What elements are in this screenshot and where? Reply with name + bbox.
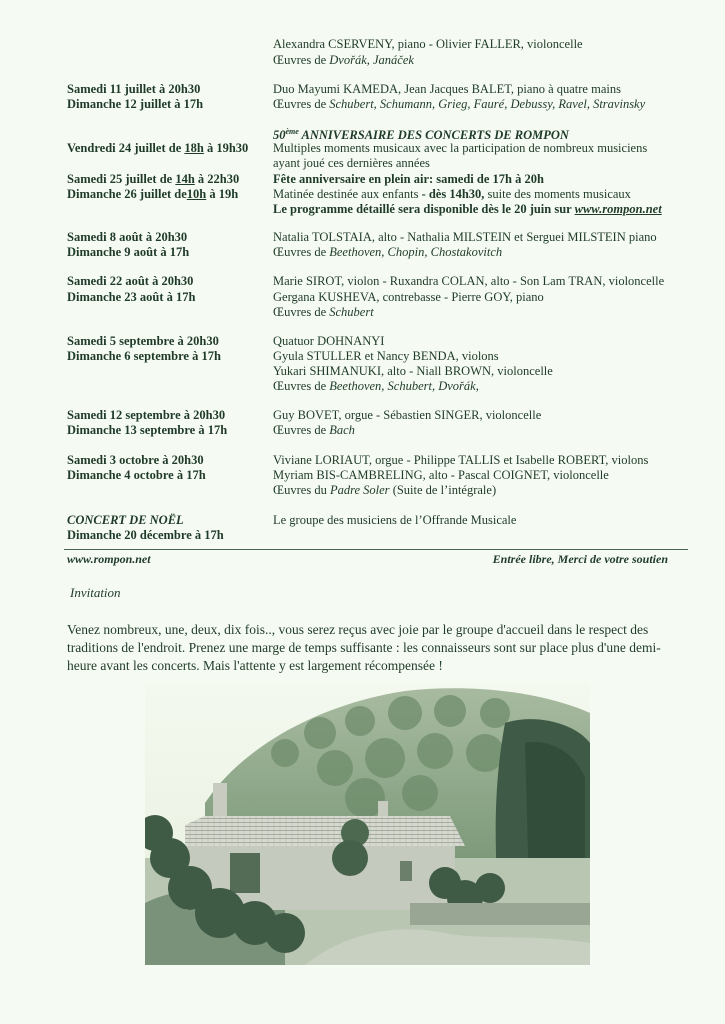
date-3-octobre: Samedi 3 octobre à 20h30	[67, 453, 204, 467]
date-24-juillet: Vendredi 24 juillet de 18h à 19h30	[67, 141, 249, 155]
date-4-octobre: Dimanche 4 octobre à 17h	[67, 468, 206, 482]
anniversary-line-5: Le programme détaillé sera disponible dès le 20 juin sur www.rompon.net	[273, 202, 662, 216]
works-tolstaia: Œuvres de Beethoven, Chopin, Chostakovitch	[273, 245, 503, 259]
performers-dohnanyi-1: Quatuor DOHNANYI	[273, 334, 385, 348]
performers-cserveny: Alexandra CSERVENY, piano - Olivier FALLER, violoncelle	[273, 37, 583, 51]
date-12-juillet: Dimanche 12 juillet à 17h	[67, 97, 204, 111]
performers-offrande: Le groupe des musiciens de l’Offrande Musicale	[273, 513, 517, 527]
date-22-aout: Samedi 22 août à 20h30	[67, 274, 194, 288]
anniversary-title: 50ème ANNIVERSAIRE DES CONCERTS DE ROMPON	[273, 127, 569, 143]
date-23-aout: Dimanche 23 août à 17h	[67, 290, 196, 304]
performers-loriaut-2: Myriam BIS-CAMBRELING, alto - Pascal COIGNET, violoncelle	[273, 468, 609, 482]
works-kameda: Œuvres de Schubert, Schumann, Grieg, Fauré, Debussy, Ravel, Stravinsky	[273, 97, 646, 111]
works-cserveny: Œuvres de Dvořák, Janáček	[273, 53, 414, 67]
thanks-text: Entrée libre, Merci de votre soutien	[492, 552, 668, 566]
anniversary-line-4: Matinée destinée aux enfants - dès 14h30, suite des moments musicaux	[273, 187, 631, 201]
date-20-decembre: Dimanche 20 décembre à 17h	[67, 528, 224, 542]
chapel-photo	[145, 683, 590, 965]
anniversary-line-1: Multiples moments musicaux avec la participation de nombreux musiciens	[273, 141, 648, 155]
performers-dohnanyi-3: Yukari SHIMANUKI, alto - Niall BROWN, violoncelle	[273, 364, 553, 378]
performers-dohnanyi-2: Gyula STULLER et Nancy BENDA, violons	[273, 349, 499, 363]
works-bovet: Œuvres de Bach	[273, 423, 355, 437]
date-8-aout: Samedi 8 août à 20h30	[67, 230, 188, 244]
date-5-septembre: Samedi 5 septembre à 20h30	[67, 334, 219, 348]
performers-loriaut-1: Viviane LORIAUT, orgue - Philippe TALLIS et Isabelle ROBERT, violons	[273, 453, 649, 467]
performers-bovet: Guy BOVET, orgue - Sébastien SINGER, violoncelle	[273, 408, 542, 422]
date-11-juillet: Samedi 11 juillet à 20h30	[67, 82, 201, 96]
date-6-septembre: Dimanche 6 septembre à 17h	[67, 349, 221, 363]
works-sirot: Œuvres de Schubert	[273, 305, 374, 319]
performers-kameda: Duo Mayumi KAMEDA, Jean Jacques BALET, piano à quatre mains	[273, 82, 621, 96]
works-loriaut: Œuvres du Padre Soler (Suite de l’intégrale)	[273, 483, 497, 497]
invitation-heading: Invitation	[70, 585, 121, 600]
performers-tolstaia: Natalia TOLSTAIA, alto - Nathalia MILSTEIN et Serguei MILSTEIN piano	[273, 230, 657, 244]
performers-sirot-1: Marie SIROT, violon - Ruxandra COLAN, alto - Son Lam TRAN, violoncelle	[273, 274, 665, 288]
website-link[interactable]: www.rompon.net	[67, 552, 151, 566]
date-25-juillet: Samedi 25 juillet de 14h à 22h30	[67, 172, 240, 186]
divider	[64, 549, 688, 550]
rompon-link[interactable]: www.rompon.net	[574, 202, 662, 216]
date-13-septembre: Dimanche 13 septembre à 17h	[67, 423, 228, 437]
date-12-septembre: Samedi 12 septembre à 20h30	[67, 408, 226, 422]
performers-sirot-2: Gergana KUSHEVA, contrebasse - Pierre GOY, piano	[273, 290, 544, 304]
works-dohnanyi: Œuvres de Beethoven, Schubert, Dvořák,	[273, 379, 479, 393]
invitation-text: Venez nombreux, une, deux, dix fois.., vous serez reçus avec joie par le groupe d'accueil dans le respect des traditions de l'endroit. Prenez une marge de temps suffisante : les connaisseurs sont sur place plus d'une demi-heure avant les concerts. Mais l'attente y est largement récompensée !	[67, 622, 661, 673]
anniversary-line-3: Fête anniversaire en plein air: samedi de 17h à 20h	[273, 172, 544, 186]
date-9-aout: Dimanche 9 août à 17h	[67, 245, 190, 259]
date-26-juillet: Dimanche 26 juillet de10h à 19h	[67, 187, 239, 201]
christmas-concert-title: CONCERT DE NOËL	[67, 513, 184, 527]
anniversary-line-2: ayant joué ces dernières années	[273, 156, 430, 170]
